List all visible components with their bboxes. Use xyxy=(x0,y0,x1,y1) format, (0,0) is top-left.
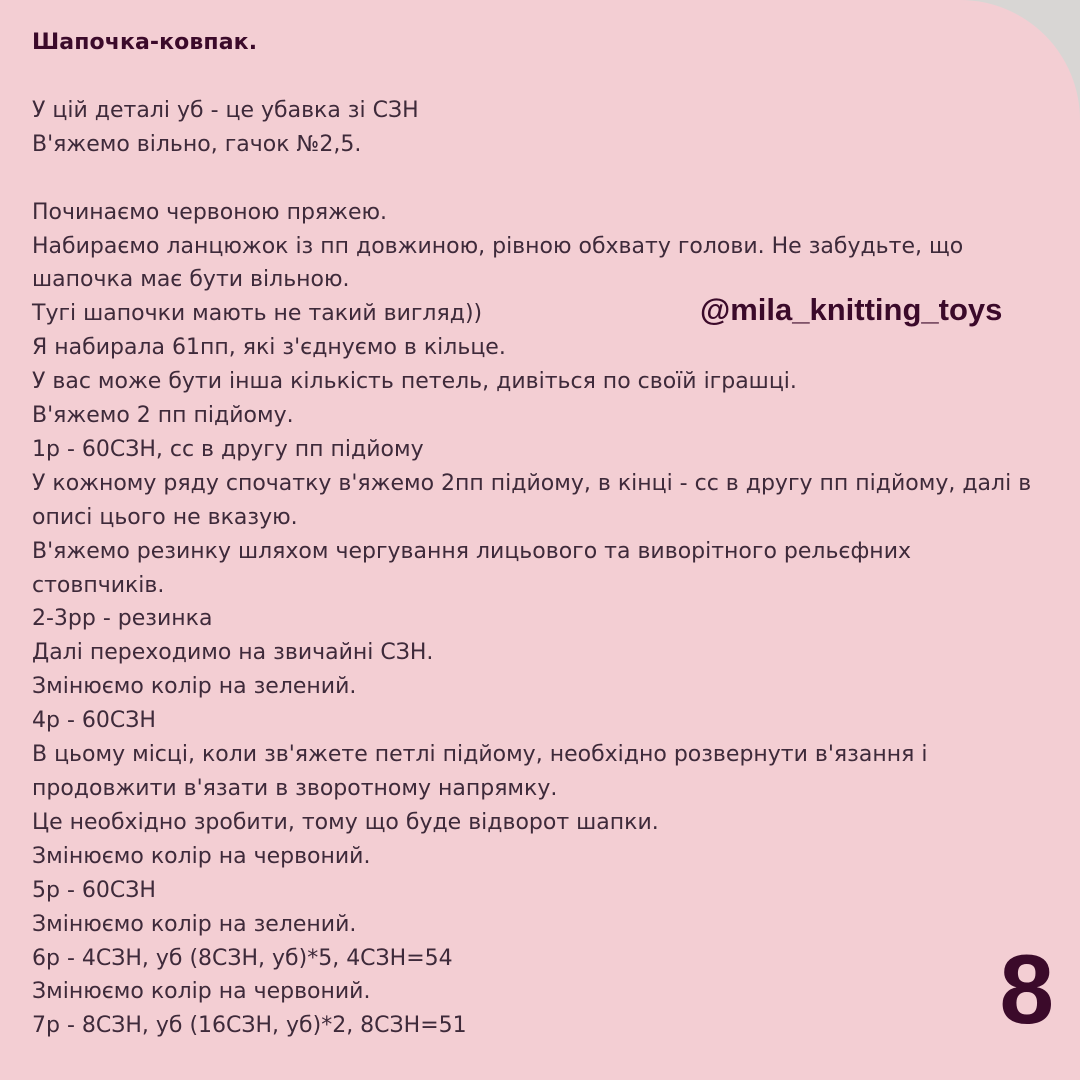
author-handle: @mila_knitting_toys xyxy=(700,292,1003,327)
instruction-line: 1р - 60СЗН, сс в другу пп підйому xyxy=(32,436,424,462)
instruction-line: Змінюємо колір на червоний. xyxy=(32,979,371,1005)
instruction-line: стовпчиків. xyxy=(32,572,165,598)
instruction-line: В'яжемо резинку шляхом чергування лицьового та виворітного рельєфних xyxy=(32,538,912,564)
instruction-line: В'яжемо 2 пп підйому. xyxy=(32,403,294,429)
instruction-line: описі цього не вказую. xyxy=(32,504,298,530)
instruction-line: Тугі шапочки мають не такий вигляд)) xyxy=(32,301,483,327)
instruction-line: У вас може бути інша кількість петель, дивіться по своїй іграшці. xyxy=(32,369,797,395)
instruction-line: Я набирала 61пп, які з'єднуємо в кільце. xyxy=(32,335,506,361)
instruction-line: Далі переходимо на звичайні СЗН. xyxy=(32,640,434,666)
instruction-line: У кожному ряду спочатку в'яжемо 2пп підйому, в кінці - сс в другу пп підйому, далі в xyxy=(32,470,1032,496)
instruction-line: Починаємо червоною пряжею. xyxy=(32,199,388,225)
pattern-title: Шапочка-ковпак. xyxy=(32,30,258,55)
instruction-line: В цьому місці, коли зв'яжете петлі підйому, необхідно розвернути в'язання і xyxy=(32,742,928,768)
page-number: 8 xyxy=(999,934,1054,1044)
spacer xyxy=(32,162,1050,196)
instruction-line: Змінюємо колір на зелений. xyxy=(32,911,357,937)
instruction-line: Це необхідно зробити, тому що буде відворот шапки. xyxy=(32,809,659,835)
instruction-line: Набираємо ланцюжок із пп довжиною, рівною обхвату голови. Не забудьте, що xyxy=(32,233,964,259)
instruction-line: Змінюємо колір на зелений. xyxy=(32,674,357,700)
intro-lines xyxy=(32,94,1050,162)
instruction-line: 7р - 8СЗН, уб (16СЗН, уб)*2, 8СЗН=51 xyxy=(32,1013,467,1039)
intro-line: В'яжемо вільно, гачок №2,5. xyxy=(32,131,362,157)
instruction-line: шапочка має бути вільною. xyxy=(32,267,350,293)
instruction-line: продовжити в'язати в зворотному напрямку. xyxy=(32,776,558,801)
intro-line: У цій деталі уб - це убавка зі СЗН xyxy=(32,97,419,123)
instruction-line: 5р - 60СЗН xyxy=(32,877,156,903)
instruction-line: 6р - 4СЗН, уб (8СЗН, уб)*5, 4СЗН=54 xyxy=(32,945,453,971)
spacer xyxy=(32,60,1050,94)
instruction-line: 2-3рр - резинка xyxy=(32,606,213,632)
instruction-line: 4р - 60СЗН xyxy=(32,708,156,734)
instruction-line: Змінюємо колір на червоний. xyxy=(32,843,371,869)
